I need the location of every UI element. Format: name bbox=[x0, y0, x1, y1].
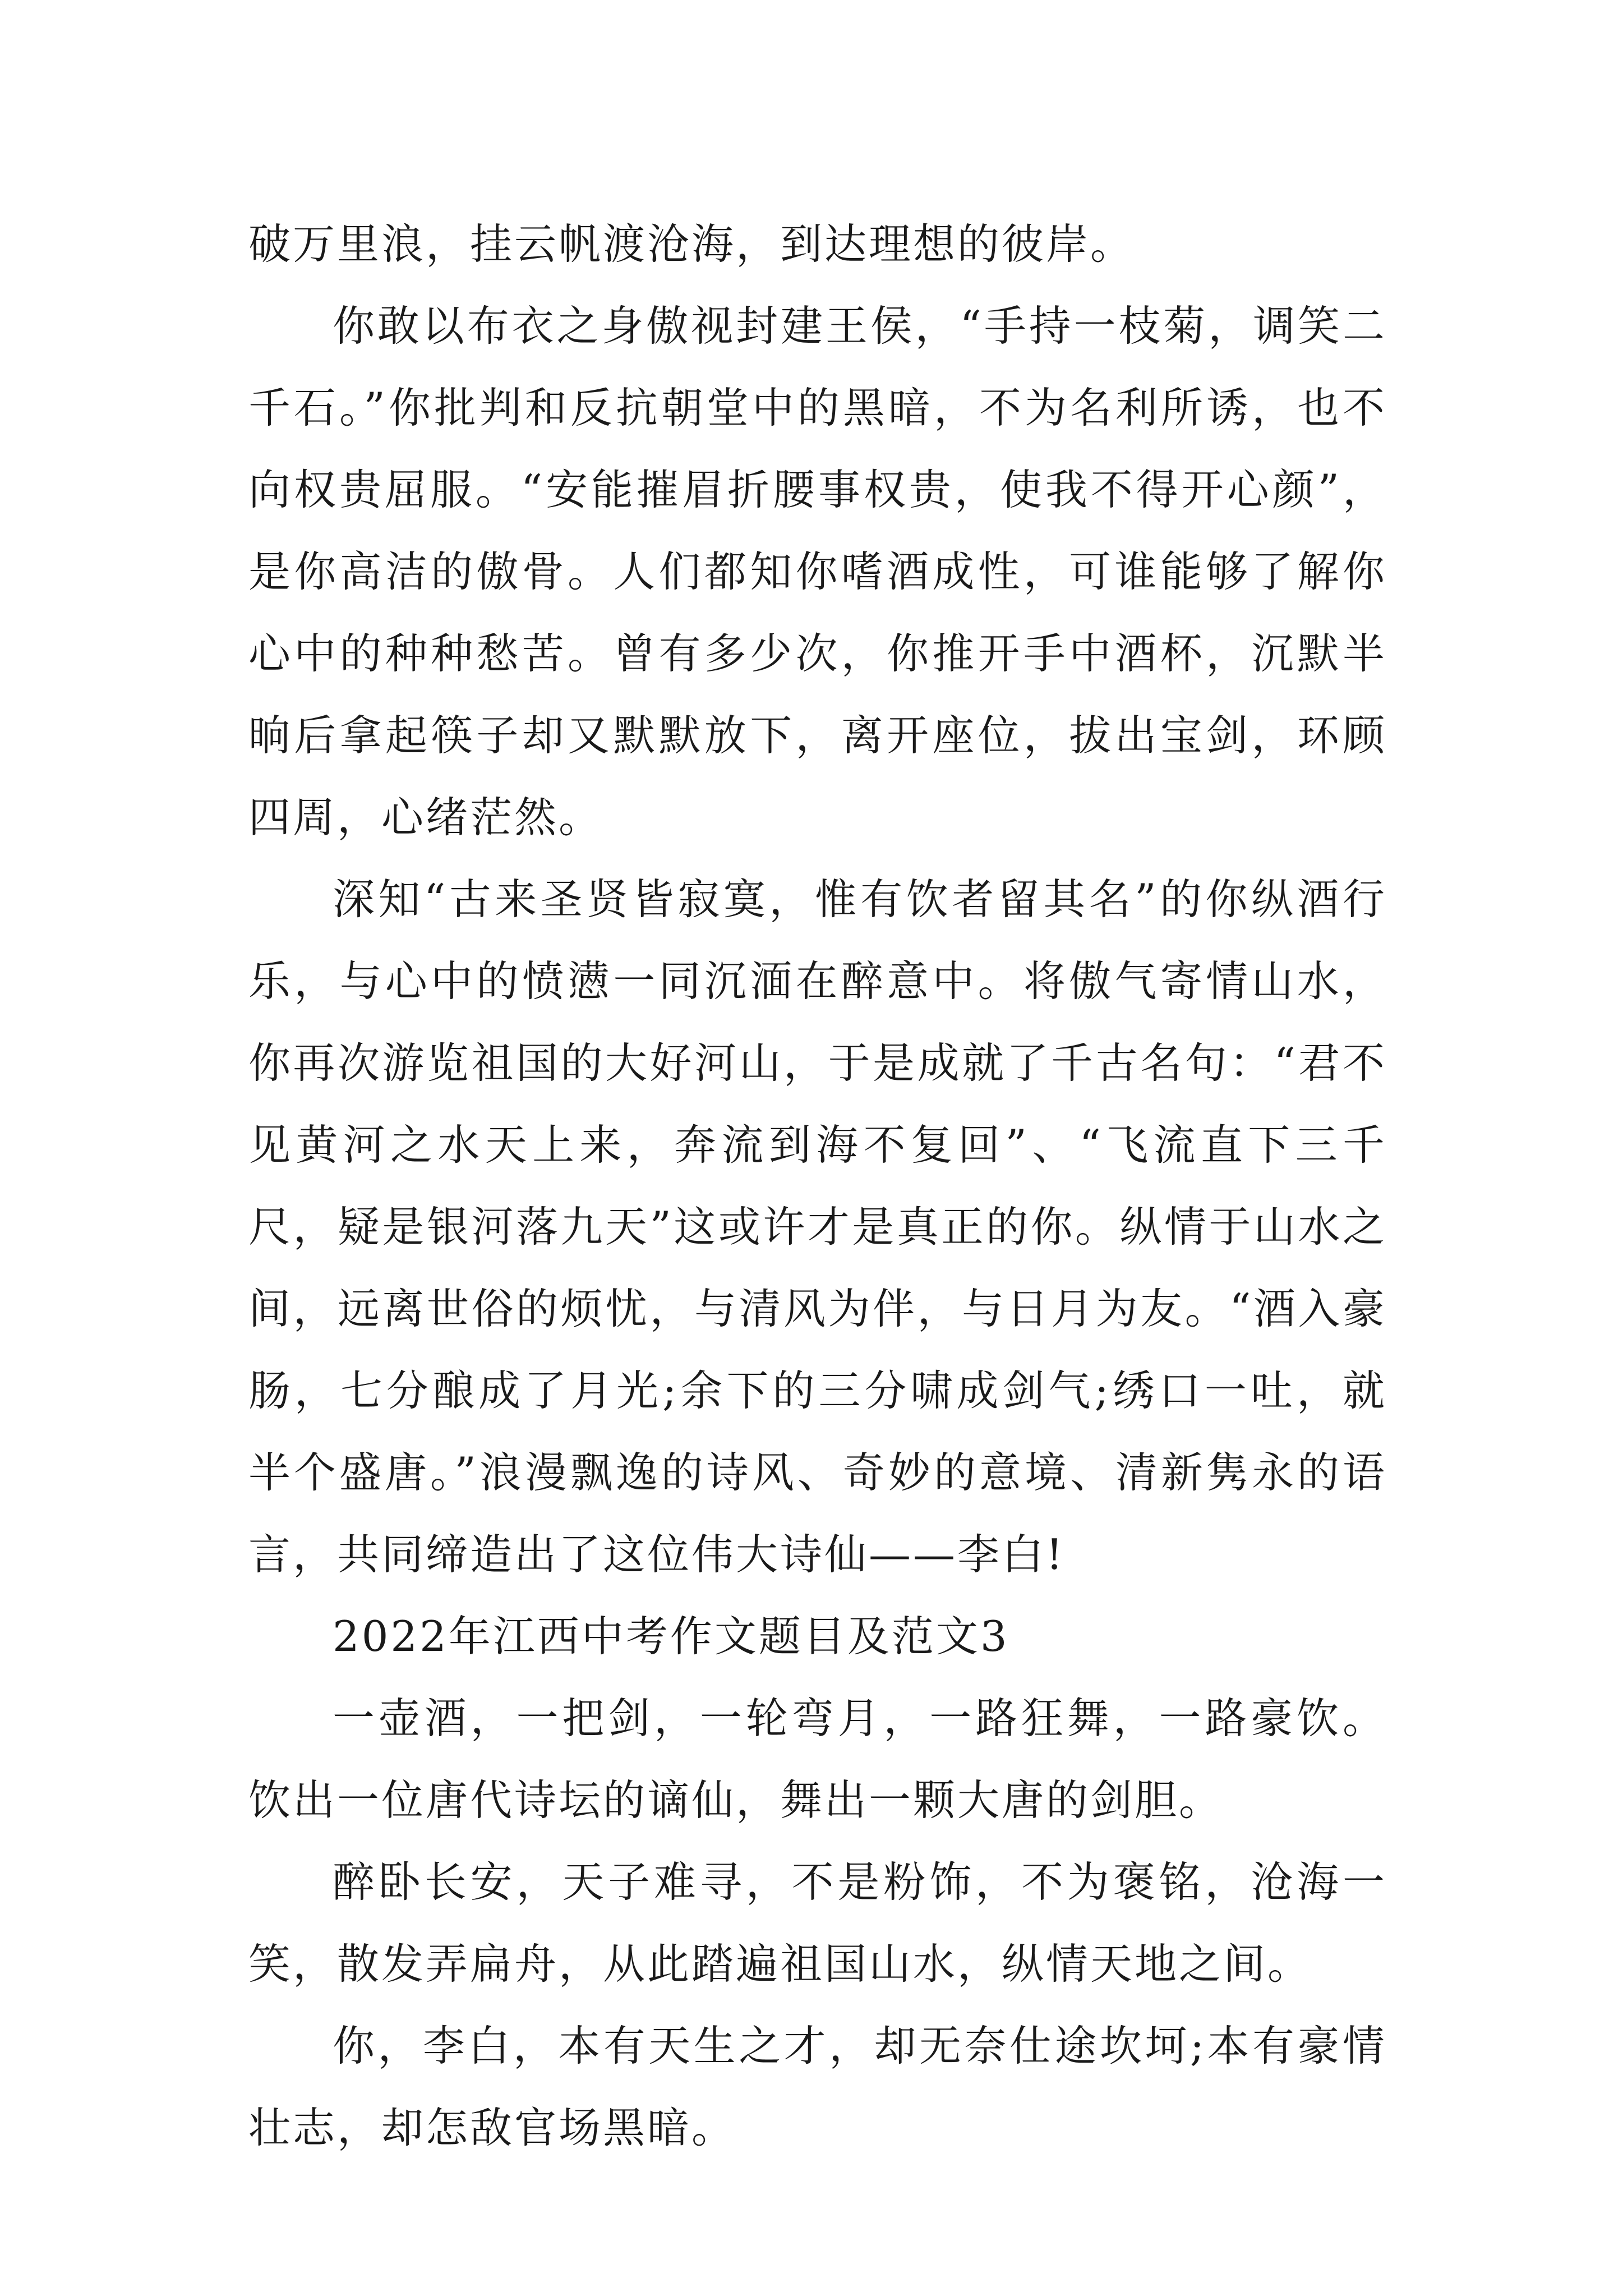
document-body bbox=[248, 203, 1387, 2169]
paragraph: 你，李白，本有天生之才，却无奈仕途坎坷;本有豪情壮志，却怎敌官场黑暗。 bbox=[248, 2021, 1387, 2152]
paragraph: 破万里浪，挂云帆渡沧海，到达理想的彼岸。 bbox=[248, 219, 1135, 269]
section-heading: 2022年江西中考作文题目及范文3 bbox=[333, 1612, 1009, 1661]
paragraph: 醉卧长安，天子难寻，不是粉饰，不为褒铭，沧海一笑，散发弄扁舟，从此踏遍祖国山水，纵情天地之间。 bbox=[248, 1857, 1387, 1989]
paragraph: 一壶酒，一把剑，一轮弯月，一路狂舞，一路豪饮。饮出一位唐代诗坛的谪仙，舞出一颗大唐的剑胆。 bbox=[248, 1694, 1387, 1825]
paragraph: 你敢以布衣之身傲视封建王侯，“手持一枝菊，调笑二千石。”你批判和反抗朝堂中的黑暗，不为名利所诱，也不向权贵屈服。“安能摧眉折腰事权贵，使我不得开心颜”，是你高洁的傲骨。人们都知你嗜酒成性，可谁能够了解你心中的种种愁苦。曾有多少次，你推开手中酒杯，沉默半晌后拿起筷子却又默默放下，离开座位，拔出宝剑，环顾四周，心绪茫然。 bbox=[248, 301, 1387, 842]
paragraph: 深知“古来圣贤皆寂寞，惟有饮者留其名”的你纵酒行乐，与心中的愤懑一同沉湎在醉意中。将傲气寄情山水，你再次游览祖国的大好河山，于是成就了千古名句：“君不见黄河之水天上来，奔流到海不复回”、“飞流直下三千尺，疑是银河落九天”这或许才是真正的你。纵情于山水之间，远离世俗的烦忧，与清风为伴，与日月为友。“酒入豪肠，七分酿成了月光;余下的三分啸成剑气;绣口一吐，就半个盛唐。”浪漫飘逸的诗风、奇妙的意境、清新隽永的语言，共同缔造出了这位伟大诗仙——李白! bbox=[248, 875, 1387, 1579]
